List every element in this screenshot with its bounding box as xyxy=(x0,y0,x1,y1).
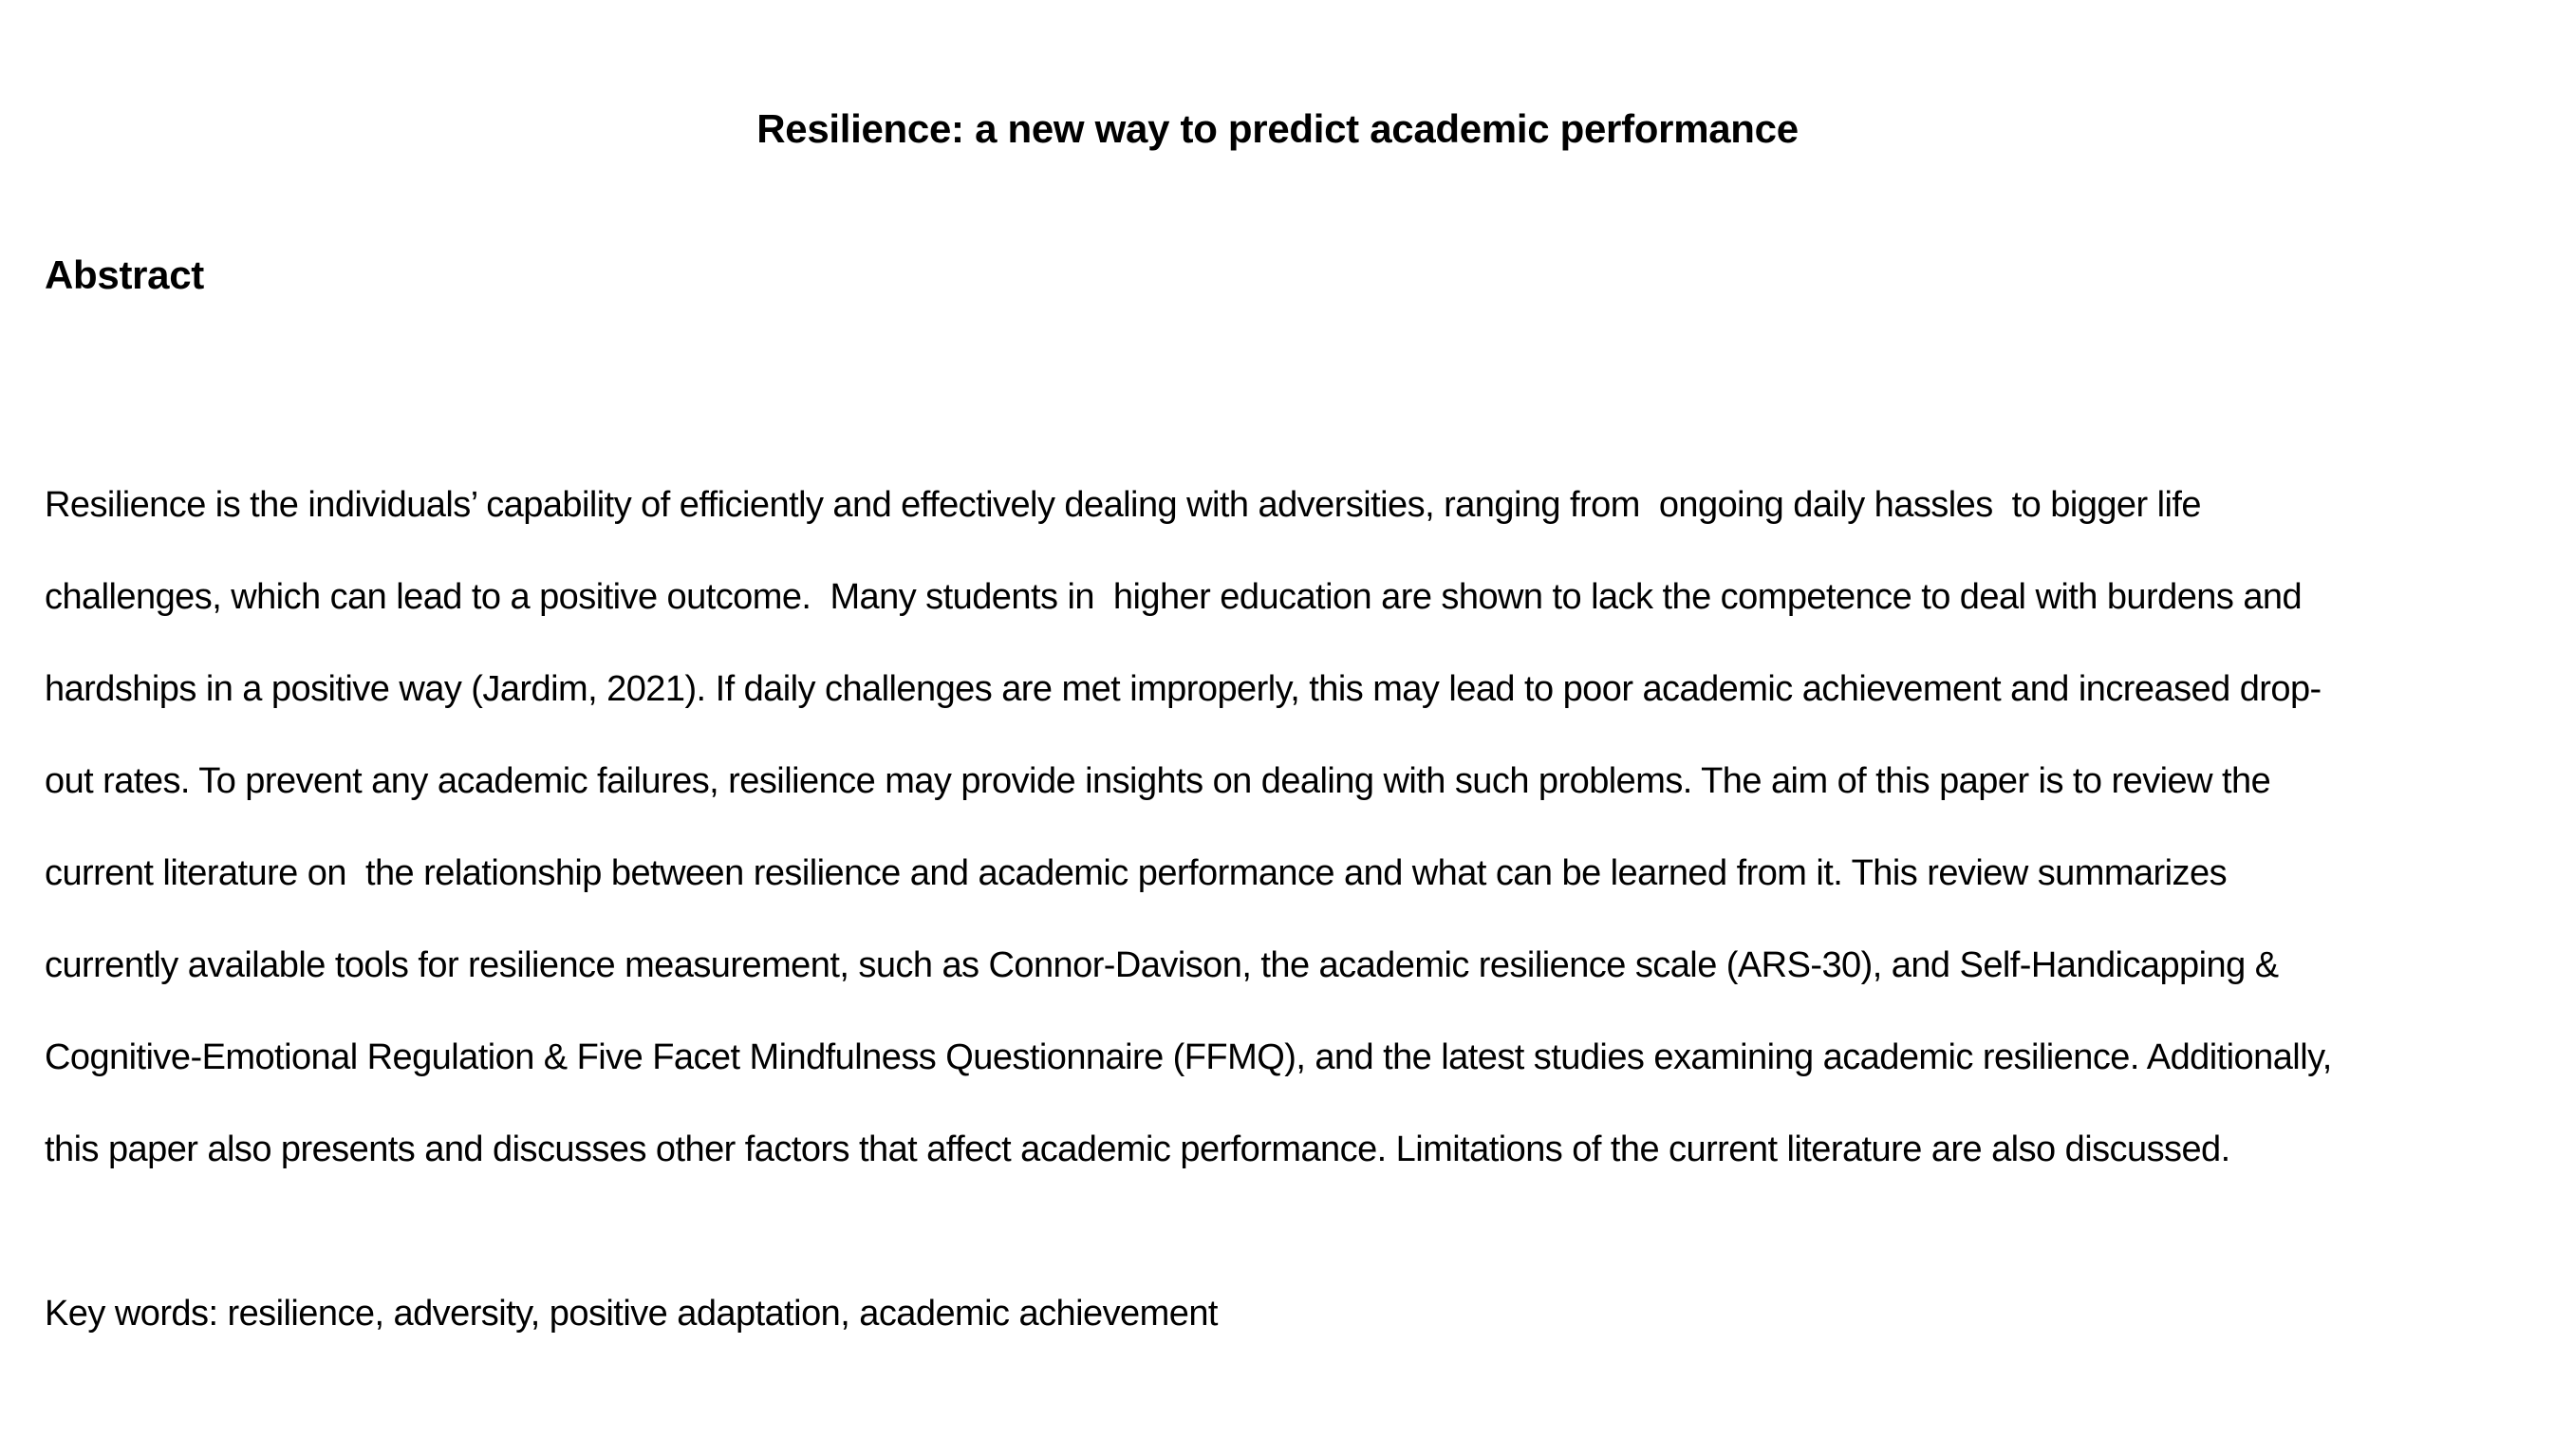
abstract-line: this paper also presents and discusses other factors that affect academic performance. Limitations of the current literature are also discussed. xyxy=(45,1129,2230,1169)
abstract-paragraph xyxy=(45,459,2522,1196)
abstract-line: current literature on the relationship between resilience and academic performance and what can be learned from it. This review summarizes xyxy=(45,853,2228,893)
abstract-line: currently available tools for resilience measurement, such as Connor-Davison, the academic resilience scale (ARS-30), and Self-Handicapping & xyxy=(45,945,2279,985)
keywords-line: Key words: resilience, adversity, positive adaptation, academic achievement xyxy=(45,1294,1218,1334)
abstract-line: out rates. To prevent any academic failures, resilience may provide insights on dealing with such problems. The aim of this paper is to review the xyxy=(45,761,2271,801)
abstract-line: Cognitive-Emotional Regulation & Five Facet Mindfulness Questionnaire (FFMQ), and the latest studies examining academic resilience. Additionally, xyxy=(45,1037,2332,1077)
abstract-line: hardships in a positive way (Jardim, 2021). If daily challenges are met improperly, this may lead to poor academic achievement and increased drop- xyxy=(45,669,2322,709)
abstract-heading: Abstract xyxy=(45,252,204,297)
abstract-line: Resilience is the individuals’ capability of efficiently and effectively dealing with adversities, ranging from ongoing daily hassles to bigger life xyxy=(45,485,2201,525)
paper-title: Resilience: a new way to predict academic performance xyxy=(756,106,1799,151)
abstract-line: challenges, which can lead to a positive outcome. Many students in higher education are shown to lack the competence to deal with burdens and xyxy=(45,577,2303,617)
